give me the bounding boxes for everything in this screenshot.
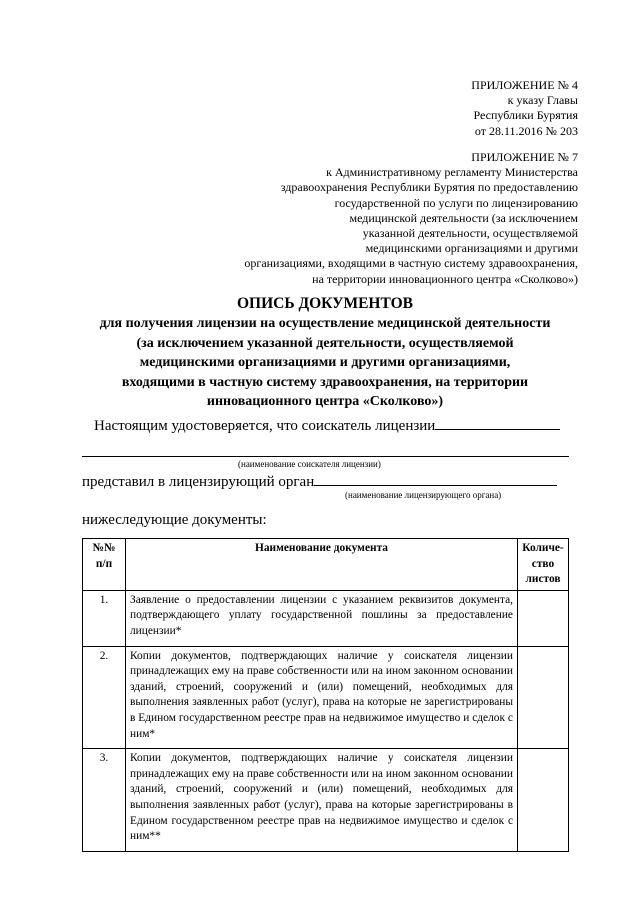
appendix-4-line: ПРИЛОЖЕНИЕ № 4 [471, 78, 578, 92]
title-sub-line: входящими в частную систему здравоохранения, на территории [121, 374, 529, 390]
document-title [60, 294, 590, 412]
appendix-7-line: к Административному регламенту Министерства [326, 165, 578, 180]
row-num: 2. [83, 646, 126, 749]
appendix-7-line: медицинской деятельности (за исключением [349, 210, 578, 225]
row-count[interactable] [518, 646, 569, 749]
following-text: нижеследующие документы: [82, 512, 267, 528]
row-num: 1. [83, 590, 126, 646]
authority-name-field[interactable] [314, 472, 557, 486]
row-num: 3. [83, 749, 126, 852]
certify-line [94, 416, 560, 435]
title-sub-line: (за исключением указанной деятельности, осуществляемой [136, 335, 514, 351]
applicant-caption: (наименование соискателя лицензии) [238, 459, 381, 469]
appendix-7-line: государственной по услуги по лицензированию [334, 195, 578, 210]
header-name: Наименование документа [126, 539, 518, 591]
appendix-7-line: медицинскими организациями и другими [365, 241, 578, 256]
submitted-text: представил в лицензирующий орган [82, 474, 315, 490]
appendix-7-line: здравоохранения Республики Бурятия по предоставлению [280, 180, 578, 195]
title-sub-line: для получения лицензии на осуществление медицинской деятельности [99, 316, 551, 331]
appendix-7-line: ПРИЛОЖЕНИЕ № 7 [471, 150, 578, 164]
appendix-4-line: Республики Бурятия [473, 108, 578, 123]
row-count[interactable] [518, 590, 569, 646]
authority-caption: (наименование лицензирующего органа) [345, 490, 502, 500]
appendix-7-line: организациями, входящими в частную систему здравоохранения, [244, 256, 578, 271]
table-row [83, 590, 569, 646]
appendix-7-line: на территории инновационного центра «Сколково») [312, 271, 578, 286]
row-name: Копии документов, подтверждающих наличие у соискателя лицензии принадлежащих ему на праве собственности или на ином законном основании зданий, строений, сооружений и (или) помещений, необходимых для выполнения заявленных работ (услуг), права на которые зарегистрированы в Едином государственном реестре прав на недвижимое имущество и сделок с ним** [126, 749, 518, 852]
header-count: Количе-ство листов [518, 539, 569, 591]
appendix-4-block [471, 78, 578, 139]
title-main: ОПИСЬ ДОКУМЕНТОВ [236, 295, 414, 312]
submitted-line [82, 472, 557, 491]
title-sub-line: медицинскими организациями и другими организациями, [139, 355, 511, 370]
appendix-4-line: от 28.11.2016 № 203 [474, 123, 578, 138]
table-row [83, 749, 569, 852]
row-name: Заявление о предоставлении лицензии с указанием реквизитов документа, подтверждающего уплату государственной пошлины за предоставление лицензии* [126, 590, 518, 646]
certify-text: Настоящим удостоверяется, что соискатель лицензии [94, 418, 436, 434]
table-row [83, 646, 569, 749]
row-count[interactable] [518, 749, 569, 852]
documents-table [82, 538, 569, 852]
title-sub-line: инновационного центра «Сколково») [206, 394, 444, 409]
header-num: №№ п/п [83, 539, 126, 591]
appendix-7-block [244, 150, 578, 287]
row-name: Копии документов, подтверждающих наличие у соискателя лицензии принадлежащих ему на праве собственности или на ином законном основании зданий, строений, сооружений и (или) помещений, необходимых для выполнения заявленных работ (услуг), права на которые не зарегистрированы в Едином государственном реестре прав на недвижимое имущество и сделок с ним* [126, 646, 518, 749]
appendix-7-line: указанной деятельности, осуществляемой [362, 226, 578, 241]
appendix-4-line: к указу Главы [507, 93, 578, 108]
applicant-name-field[interactable] [435, 416, 560, 430]
applicant-name-rule[interactable] [82, 456, 569, 457]
table-header-row [83, 539, 569, 591]
